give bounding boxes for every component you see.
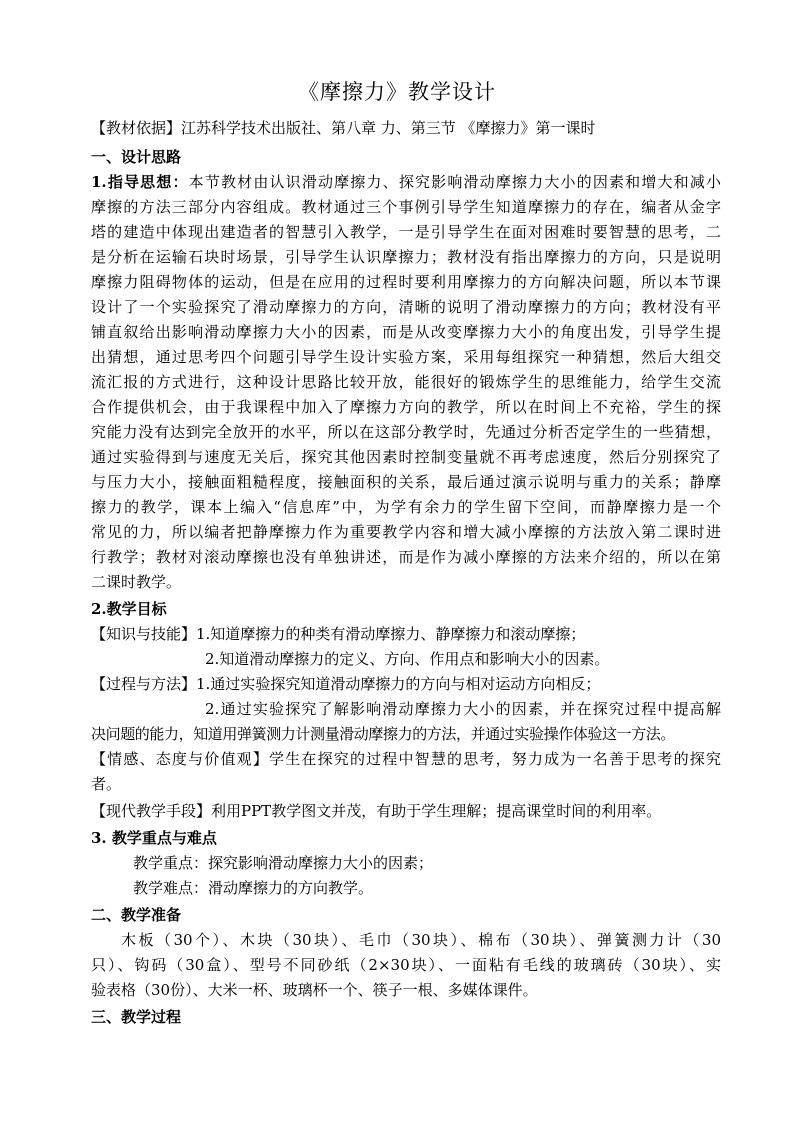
- keypoints-heading: 3. 教学重点与难点: [91, 829, 217, 847]
- paragraph-line: 通过实验得到与速度无关后，探究其他因素时控制变量就不再考虑速度，然后分别探究了: [91, 448, 721, 466]
- guide-first-line: [91, 170, 721, 195]
- section-heading-process: 三、教学过程: [91, 1008, 182, 1026]
- paragraph-line: 擦力的教学，课本上编入“信息库”中，为学有余力的学生留下空间，而静摩擦力是一个: [91, 498, 721, 516]
- source-line: 【教材依据】江苏科学技术出版社、第八章 力、第三节 《摩擦力》第一课时: [91, 119, 596, 137]
- paragraph-line: 出猜想，通过思考四个问题引导学生设计实验方案，采用每组探究一种猜想，然后大组交: [91, 348, 721, 366]
- paragraph-line: 塔的建造中体现出建造者的智慧引入教学，一是引导学生在面对困难时要智慧的思考，二: [91, 223, 721, 241]
- document-title: 《摩擦力》教学设计: [298, 80, 496, 104]
- goal-process-3: 决问题的能力，知道用弹簧测力计测量滑动摩擦力的方法，并通过实验操作体验这一方法。: [91, 725, 676, 743]
- guide-label: 1.指导思想：: [91, 173, 189, 191]
- goal-process-1: 【过程与方法】1.通过实验探究知道滑动摩擦力的方向与相对运动方向相反；: [91, 675, 601, 693]
- preparation-line: 验表格（30份）、大米一杯、玻璃杯一个、筷子一根、多媒体课件。: [91, 981, 538, 999]
- goals-heading: 2.教学目标: [91, 600, 167, 618]
- goal-emotion-1: 【情感、态度与价值观】学生在探究的过程中智慧的思考，努力成为一名善于思考的探究: [91, 750, 721, 768]
- paragraph-line: 摩擦的方法三部分内容组成。教材通过三个事例引导学生知道摩擦力的存在，编者从金字: [91, 198, 721, 216]
- paragraph-line: 流汇报的方式进行，这种设计思路比较开放，能很好的锻炼学生的思维能力，给学生交流: [91, 373, 721, 391]
- teaching-difficulty: 教学难点：滑动摩擦力的方向教学。: [133, 879, 374, 897]
- paragraph-line: 二课时教学。: [91, 573, 182, 591]
- goal-knowledge-2: 2.知道滑动摩擦力的定义、方向、作用点和影响大小的因素。: [205, 650, 610, 668]
- paragraph-line: 是分析在运输石块时场景，引导学生认识摩擦力；教材没有指出摩擦力的方向，只是说明: [91, 248, 721, 266]
- paragraph-line: 摩擦力阻碍物体的运动，但是在应用的过程时要利用摩擦力的方向解决问题，所以本节课: [91, 273, 721, 291]
- goal-emotion-2: 者。: [91, 775, 122, 793]
- paragraph-line: 常见的力，所以编者把静摩擦力作为重要教学内容和增大减小摩擦的方法放入第二课时进: [91, 523, 721, 541]
- paragraph-line: 与压力大小，接触面粗糙程度，接触面积的关系，最后通过演示说明与重力的关系；静摩: [91, 473, 721, 491]
- preparation-line: 木板（30个）、木块（30块）、毛巾（30块）、棉布（30块）、弹簧测力计（30: [121, 931, 721, 949]
- paragraph-line: 行教学；教材对滚动摩擦也没有单独讲述，而是作为减小摩擦的方法来介绍的，所以在第: [91, 548, 721, 566]
- paragraph-line: 铺直叙给出影响滑动摩擦力大小的因素，而是从改变摩擦力大小的角度出发，引导学生提: [91, 323, 721, 341]
- goal-knowledge-1: 【知识与技能】1.知道摩擦力的种类有滑动摩擦力、静摩擦力和滚动摩擦；: [91, 625, 586, 643]
- guide-first-line-text: 本节教材由认识滑动摩擦力、探究影响滑动摩擦力大小的因素和增大和减小: [188, 173, 721, 191]
- modern-means: 【现代教学手段】利用PPT教学图文并茂，有助于学生理解；提高课堂时间的利用率。: [91, 802, 662, 820]
- teaching-focus: 教学重点：探究影响滑动摩擦力大小的因素；: [133, 854, 434, 872]
- paragraph-line: 合作提供机会，由于我课程中加入了摩擦力方向的教学，所以在时间上不充裕，学生的探: [91, 398, 721, 416]
- paragraph-line: 设计了一个实验探究了滑动摩擦力的方向，清晰的说明了滑动摩擦力的方向；教材没有平: [91, 298, 721, 316]
- paragraph-line: 究能力没有达到完全放开的水平，所以在这部分教学时，先通过分析否定学生的一些猜想，: [91, 423, 721, 441]
- preparation-line: 只）、钩码（30盒）、型号不同砂纸（2×30块）、一面粘有毛线的玻璃砖（30块）、实: [91, 956, 721, 974]
- section-heading-preparation: 二、教学准备: [91, 906, 182, 924]
- section-heading-design: 一、设计思路: [91, 148, 182, 166]
- goal-process-2: 2.通过实验探究了解影响滑动摩擦力大小的因素，并在探究过程中提高解: [205, 700, 721, 718]
